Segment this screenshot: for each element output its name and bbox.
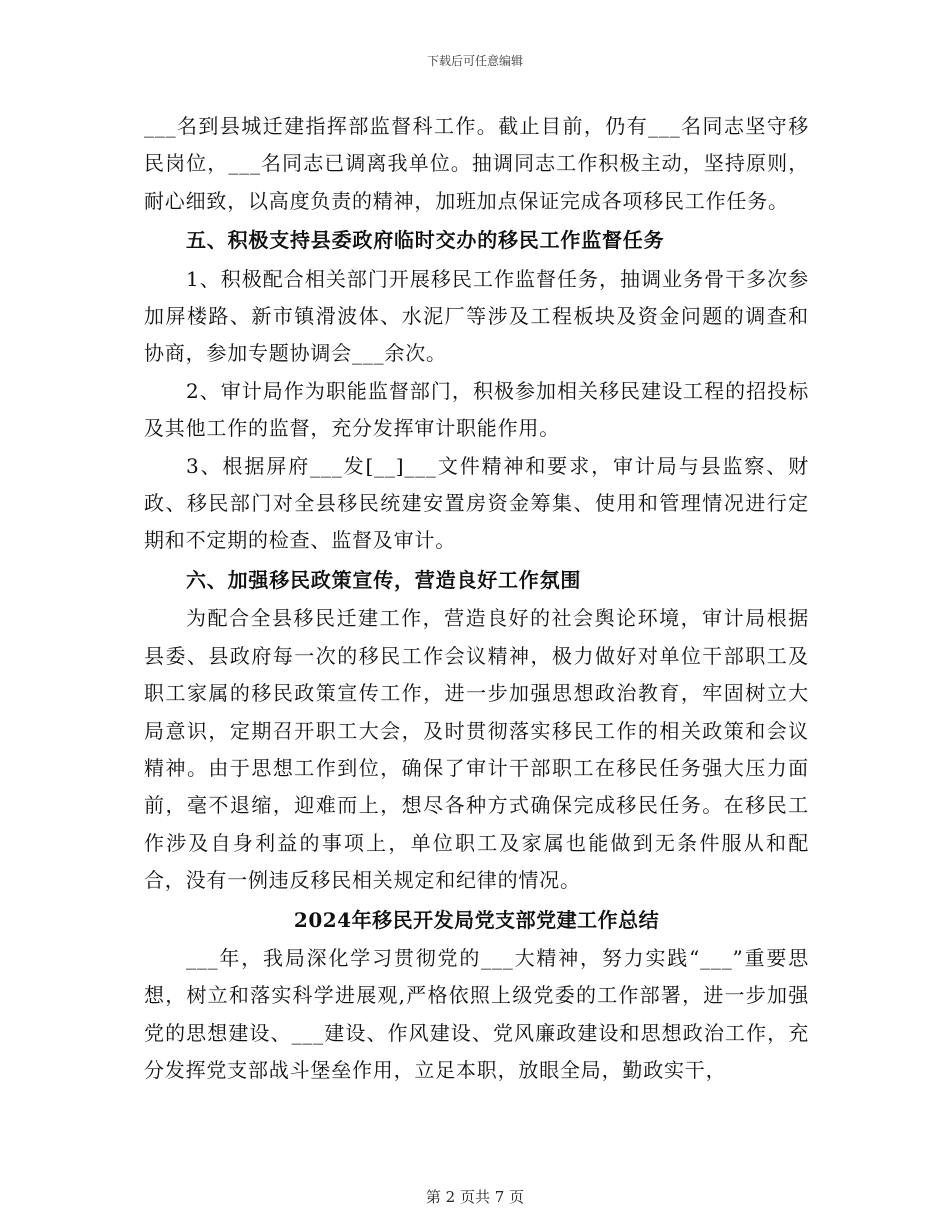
paragraph-item-2: 2、审计局作为职能监督部门，积极参加相关移民建设工程的招投标及其他工作的监督，充分发挥审计职能作用。 bbox=[144, 378, 809, 441]
paragraph-item-1: 1、积极配合相关部门开展移民工作监督任务，抽调业务骨干多次参加屏楼路、新市镇滑波体、水泥厂等涉及工程板块及资金问题的调查和协商，参加专题协调会___余次。 bbox=[144, 266, 809, 366]
page-header: 下载后可任意编辑 bbox=[426, 54, 523, 68]
paragraph-item-3: 3、根据屏府___发[__]___文件精神和要求，审计局与县监察、财政、移民部门对全县移民统建安置房资金筹集、使用和管理情况进行定期和不定期的检查、监督及审计。 bbox=[144, 453, 809, 553]
paragraph-policy-publicity: 为配合全县移民迁建工作，营造良好的社会舆论环境，审计局根据县委、县政府每一次的移民工作会议精神，极力做好对单位干部职工及职工家属的移民政策宣传工作，进一步加强思想政治教育，牢固树立大局意识，定期召开职工大会，及时贯彻落实移民工作的相关政策和会议精神。由于思想工作到位，确保了审计干部职工在移民任务强大压力面前，毫不退缩，迎难而上，想尽各种方式确保完成移民任务。在移民工作涉及自身利益的事项上，单位职工及家属也能做到无条件服从和配合，没有一例违反移民相关规定和纪律的情况。 bbox=[144, 606, 809, 893]
section-heading-6: 六、加强移民政策宣传，营造良好工作氛围 bbox=[186, 567, 582, 592]
document-body bbox=[144, 108, 809, 1090]
page-number: 第 2 页共 7 页 bbox=[425, 1188, 525, 1206]
paragraph-party-building: ___年，我局深化学习贯彻党的___大精神，努力实践“___”重要思想，树立和落实科学进展观,严格依照上级党委的工作部署，进一步加强党的思想建设、___建设、作风建设、党风廉政建设和思想政治工作，充分发挥党支部战斗堡垒作用，立足本职，放眼全局，勤政实干， bbox=[144, 945, 809, 1083]
paragraph-continued: ___名到县城迁建指挥部监督科工作。截止目前，仍有___名同志坚守移民岗位，___名同志已调离我单位。抽调同志工作积极主动，坚持原则，耐心细致，以高度负责的精神，加班加点保证完成各项移民工作任务。 bbox=[144, 114, 809, 213]
section-heading-5: 五、积极支持县委政府临时交办的移民工作监督任务 bbox=[186, 228, 665, 253]
document-title: 2024年移民开发局党支部党建工作总结 bbox=[293, 907, 660, 932]
